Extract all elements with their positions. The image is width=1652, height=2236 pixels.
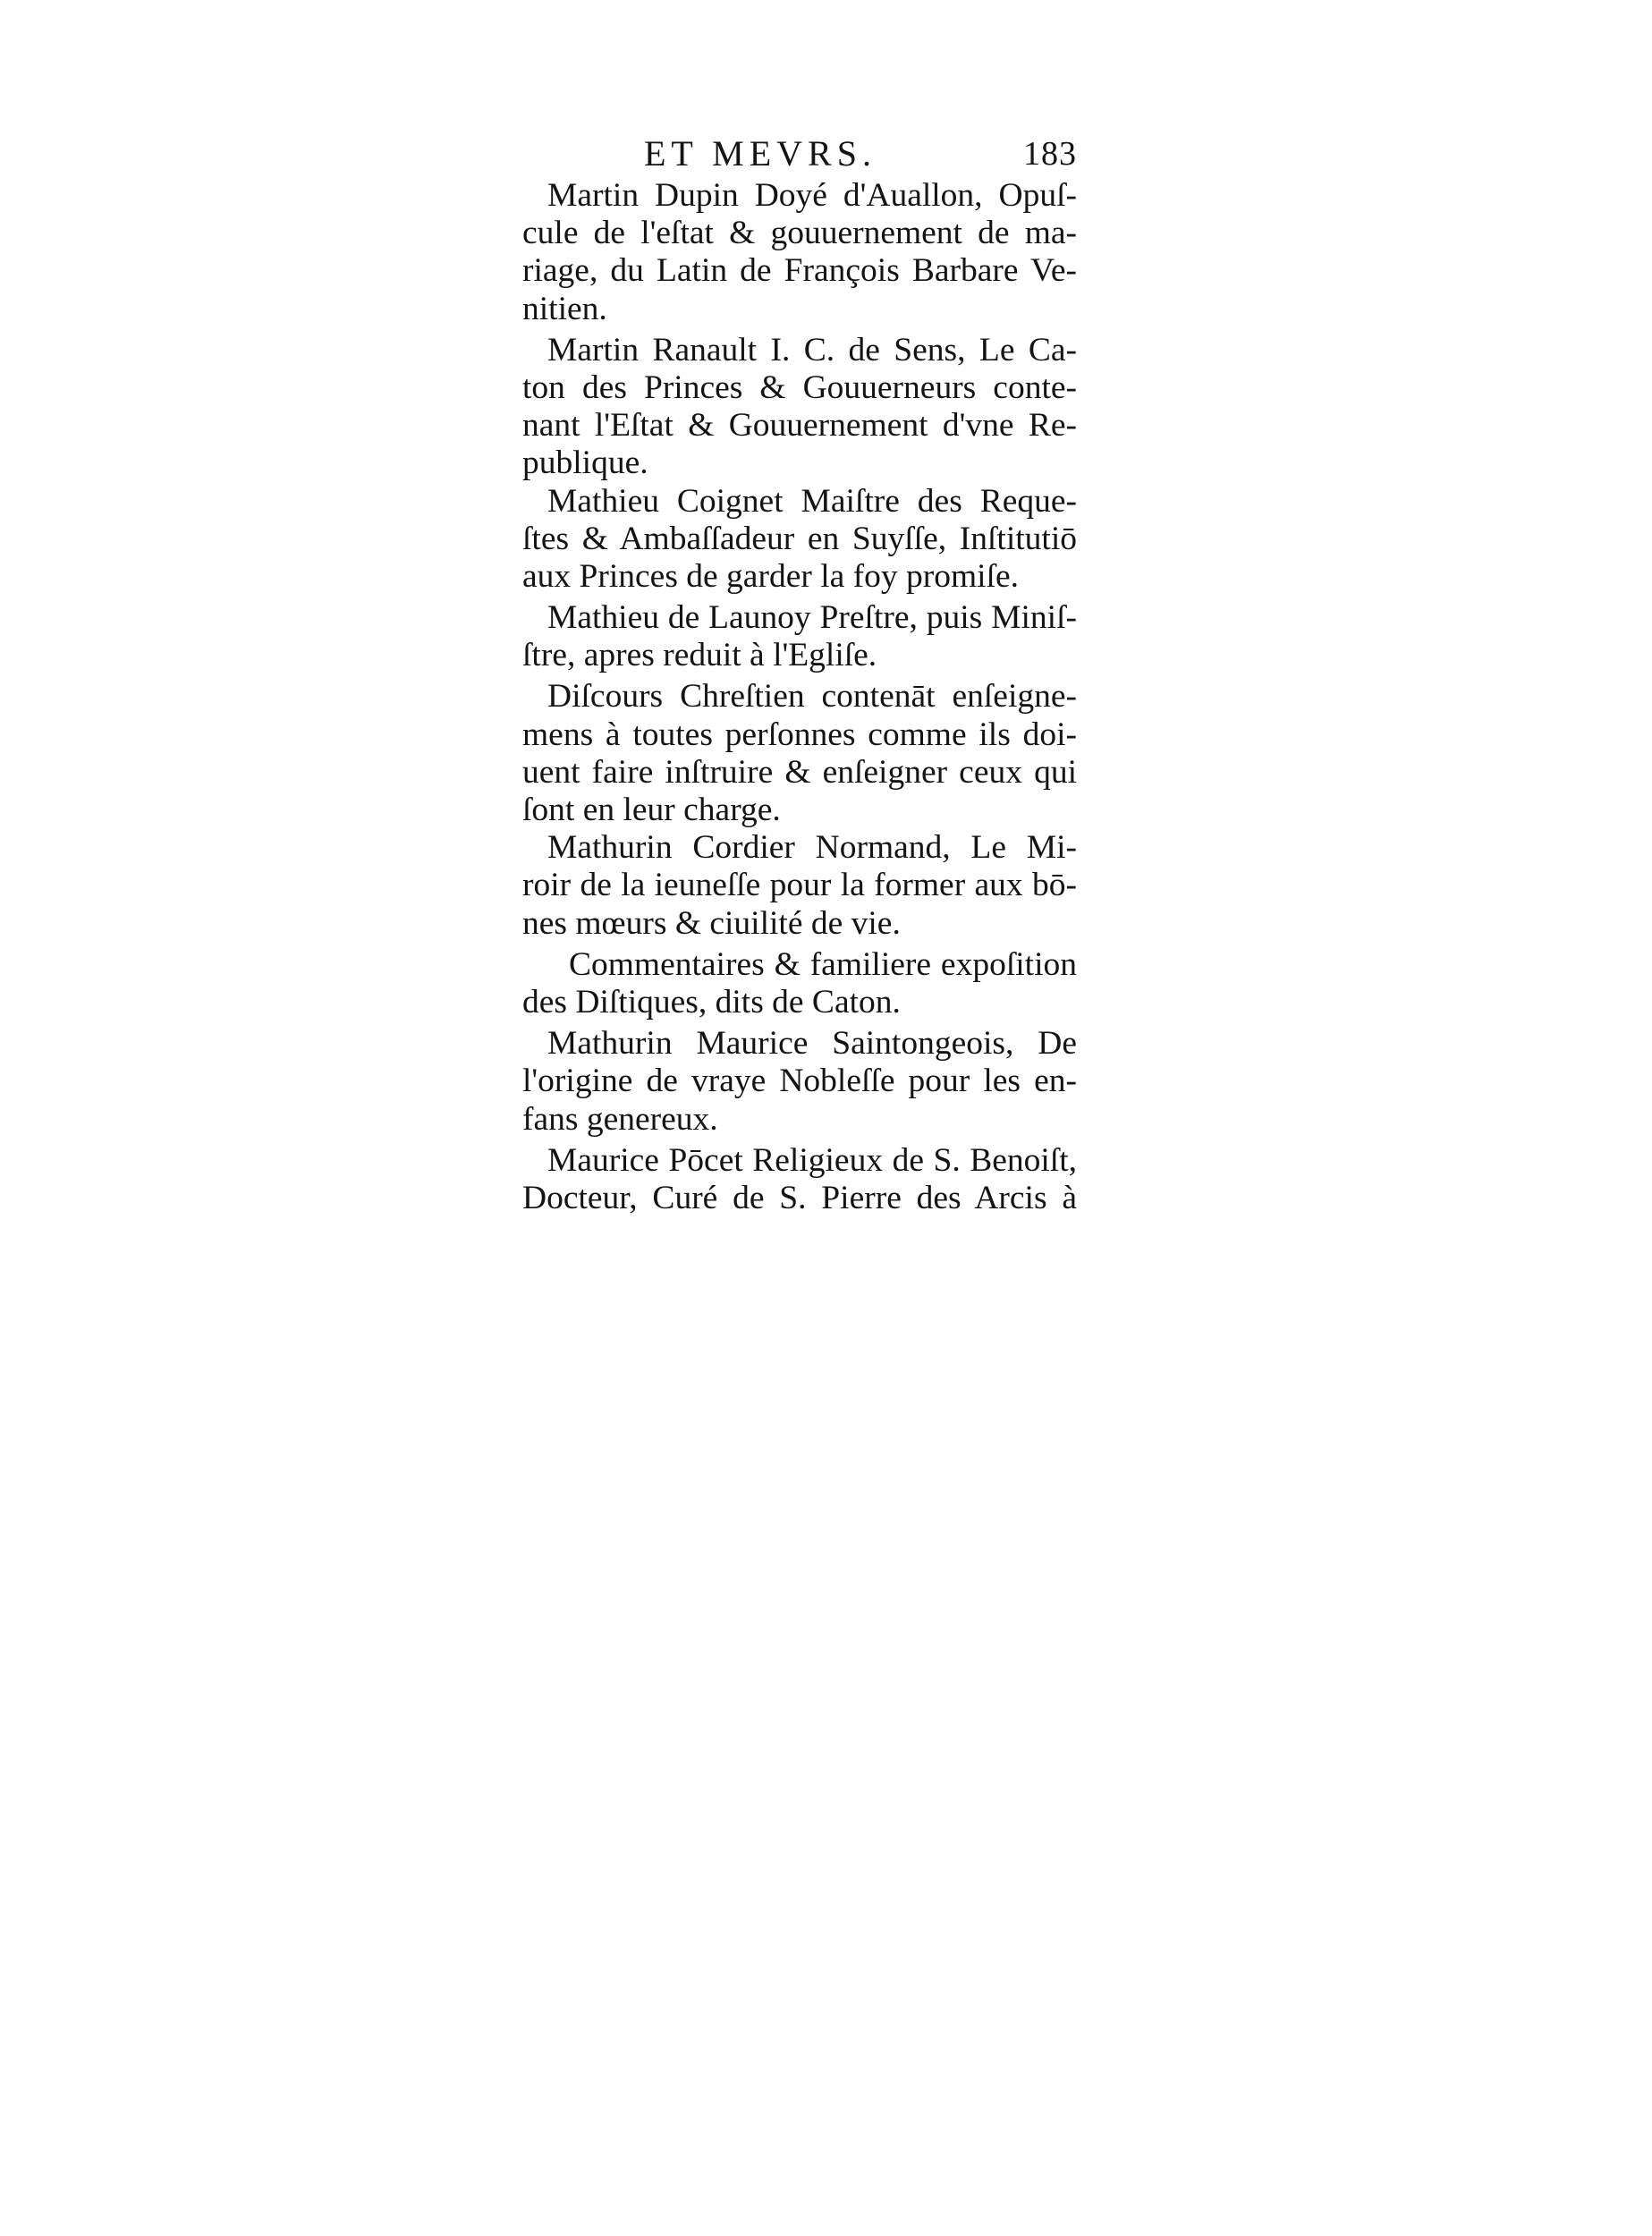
page-body: [522, 177, 1077, 1217]
text-line: fans genereux.: [522, 1100, 718, 1138]
text-line: Maurice Pōcet Religieux de S. Benoiſt,: [547, 1141, 1077, 1179]
text-line: ſont en leur charge.: [522, 792, 781, 828]
text-line: Commentaires & familiere expoſition: [569, 945, 1077, 983]
text-line: ton des Princes & Gouuerneurs conte-: [522, 368, 1077, 406]
text-line: Mathurin Cordier Normand, Le Mi-: [547, 829, 1077, 867]
text-line: Mathieu Coignet Maiſtre des Reque-: [547, 482, 1077, 520]
text-block: [522, 132, 1077, 1217]
text-line: roir de la ieuneſſe pour la former aux bō-: [522, 867, 1077, 904]
text-line: ſtre, apres reduit à l'Egliſe.: [522, 637, 877, 674]
text-line: Martin Dupin Doyé d'Auallon, Opuſ-: [547, 177, 1077, 214]
text-line: mens à toutes perſonnes comme ils doi-: [522, 716, 1077, 753]
text-line: uent faire inſtruire & enſeigner ceux qui: [522, 753, 1077, 791]
text-line: nitien.: [522, 290, 607, 327]
text-line: des Diſtiques, dits de Caton.: [522, 983, 901, 1021]
text-line: nant l'Eſtat & Gouuernement d'vne Re-: [522, 407, 1077, 445]
running-head: [522, 132, 1077, 177]
page-number: 183: [1023, 135, 1077, 173]
text-line: riage, du Latin de François Barbare Ve-: [522, 252, 1077, 290]
text-line: ſtes & Ambaſſadeur en Suyſſe, Inſtitutiō: [522, 520, 1077, 557]
text-line: aux Princes de garder la foy promiſe.: [522, 557, 1020, 595]
text-line: Docteur, Curé de S. Pierre des Arcis à: [522, 1179, 1077, 1216]
text-line: publique.: [522, 445, 648, 482]
text-line: Martin Ranault I. C. de Sens, Le Ca-: [547, 331, 1077, 368]
text-line: Mathurin Maurice Saintongeois, De: [547, 1025, 1077, 1063]
text-line: nes mœurs & ciuilité de vie.: [522, 904, 901, 942]
running-title: ET MEVRS.: [644, 133, 877, 174]
text-line: l'origine de vraye Nobleſſe pour les en-: [522, 1063, 1077, 1100]
text-line: Mathieu de Launoy Preſtre, puis Miniſ-: [547, 599, 1077, 637]
text-line: Diſcours Chreſtien contenāt enſeigne-: [547, 678, 1077, 716]
text-line: cule de l'eſtat & gouuernement de ma-: [522, 215, 1077, 252]
